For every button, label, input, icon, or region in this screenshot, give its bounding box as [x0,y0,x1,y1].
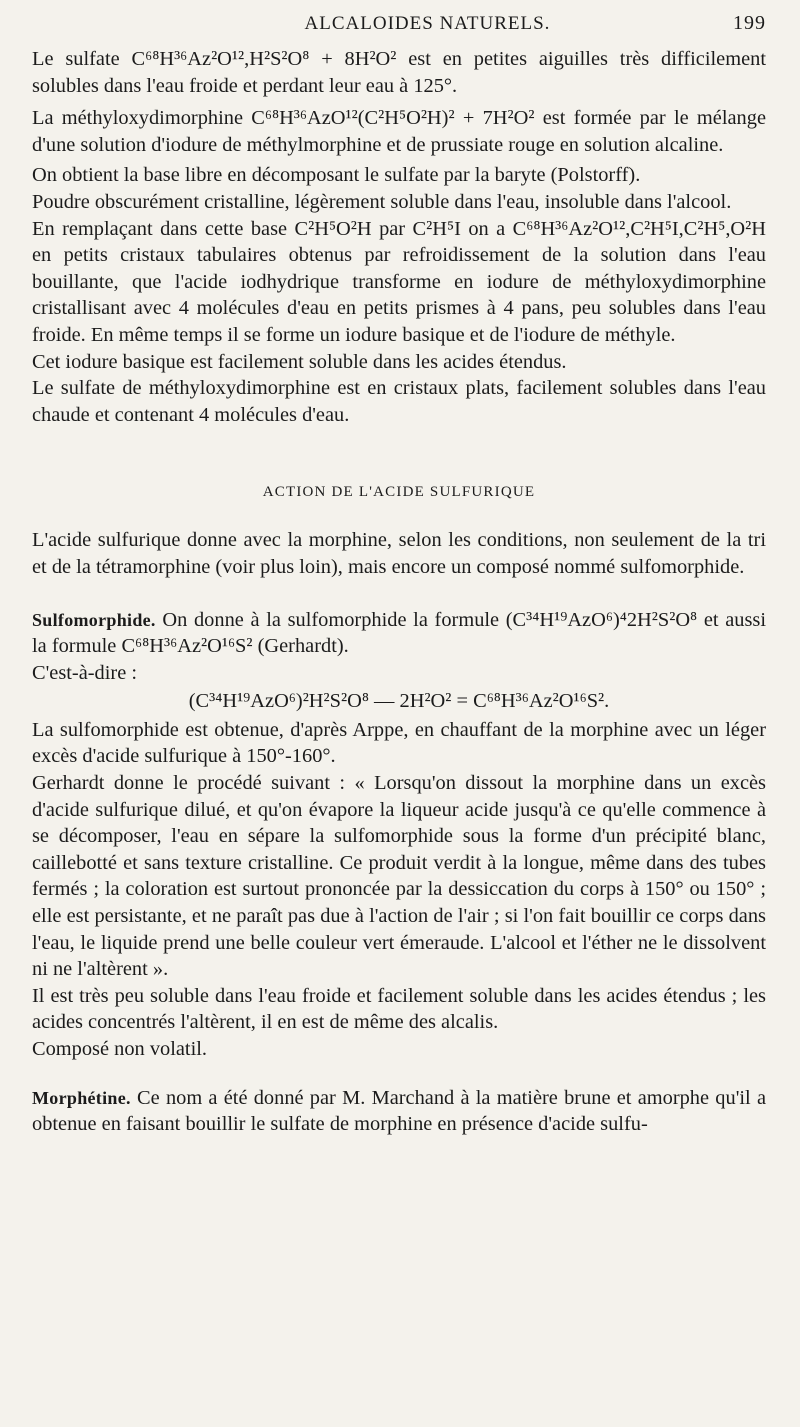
morphetine-heading: Morphétine. [32,1087,131,1108]
section-heading: ACTION DE L'ACIDE SULFURIQUE [262,484,536,501]
paragraph-sulfate-methyloxy: Le sulfate de méthyloxydimorphine est en cristaux plats, facilement solubles dans l'eau chaude et contenant 4 molécules d'eau. [32,377,766,426]
spacer [32,581,766,607]
running-header [32,12,766,46]
paragraph-remplacement: En remplaçant dans cette base C²H⁵O²H par C²H⁵I on a C⁶⁸H³⁶Az²O¹²,C²H⁵I,C²H⁵,O²H en petits cristaux tabulaires obtenus par refroidissement de la solution dans l'eau bouillante, que l'acide iodhydrique transforme en iodure de méthyloxydimorphine cristallisant avec 4 molécules d'eau en petits prismes à 4 pans, peu solubles dans l'eau froide. En même temps il se forme un iodure basique et de l'iodure de méthyle. [32,217,766,346]
paragraph-base-libre: On obtient la base libre en décomposant le sulfate par la baryte (Polstorff). [32,164,641,187]
sulfomorphide-text: On donne à la sulfomorphide la formule (C³⁴H¹⁹AzO⁶)⁴2H²S²O⁸ et aussi la formule C⁶⁸H³⁶Az²O¹⁶S² (Gerhardt). [32,608,766,658]
sulfomorphide-heading: Sulfomorphide. [32,609,156,630]
paragraph-arppe: La sulfomorphide est obtenue, d'après Arppe, en chauffant de la morphine avec un léger excès d'acide sulfurique à 150°-160°. [32,718,766,768]
paragraph-morphetine [32,1085,766,1138]
paragraph-solubilite: Il est très peu soluble dans l'eau froide et facilement soluble dans les acides étendus ; les acides concentrés l'altèrent, il en est de même des alcalis. [32,984,766,1034]
paragraph-iodure-basique: Cet iodure basique est facilement soluble dans les acides étendus. [32,350,567,373]
paragraph-gerhardt: Gerhardt donne le procédé suivant : « Lorsqu'on dissout la morphine dans un excès d'acide sulfurique dilué, et qu'on évapore la liqueur acide jusqu'à ce qu'elle commence à se décomposer, l'eau en sépare la sulfomorphide sous la forme d'un précipité blanc, caillebotté et sans texture cristalline. Ce produit verdit à la longue, même dans des tubes fermés ; la coloration est surtout prononcée par la dessiccation du corps à 150° ou 150° ; elle est persistante, et ne paraît pas due à l'action de l'air ; si l'on fait bouillir ce corps dans l'eau, le liquide prend une belle couleur vert émeraude. L'alcool et l'éther ne le dissolvent ni ne l'altèrent ». [32,772,766,981]
paragraph-sulfate: Le sulfate C⁶⁸H³⁶Az²O¹²,H²S²O⁸ + 8H²O² est en petites aiguilles très difficilement solubles dans l'eau froide et perdant leur eau à 125°. [32,48,766,97]
paragraph-methyloxydimorphine: La méthyloxydimorphine C⁶⁸H³⁶AzO¹²(C²H⁵O²H)² + 7H²O² est formée par le mélange d'une solution d'iodure de méthylmorphine et de prussiate rouge en solution alcaline. [32,107,766,156]
equation: (C³⁴H¹⁹AzO⁶)²H²S²O⁸ — 2H²O² = C⁶⁸H³⁶Az²O¹⁶S². [188,690,610,713]
running-title: ALCALOIDES NATURELS. [304,13,551,34]
paragraph-sulfomorphide [32,607,766,660]
paragraph-non-volatil: Composé non volatil. [32,1038,208,1060]
page-number: 199 [733,12,766,34]
morphetine-text: Ce nom a été donné par M. Marchand à la matière brune et amorphe qu'il a obtenue en faisant bouillir le sulfate de morphine en présence d'acide sulfu- [32,1086,766,1136]
paragraph-section-intro: L'acide sulfurique donne avec la morphine, selon les conditions, non seulement de la tri et de la tétramorphine (voir plus loin), mais encore un composé nommé sulfomorphide. [32,529,766,578]
paragraph-poudre: Poudre obscurément cristalline, légèrement soluble dans l'eau, insoluble dans l'alcool. [32,190,732,213]
spacer [32,1063,766,1085]
paragraph-cest-a-dire: C'est-à-dire : [32,661,138,684]
